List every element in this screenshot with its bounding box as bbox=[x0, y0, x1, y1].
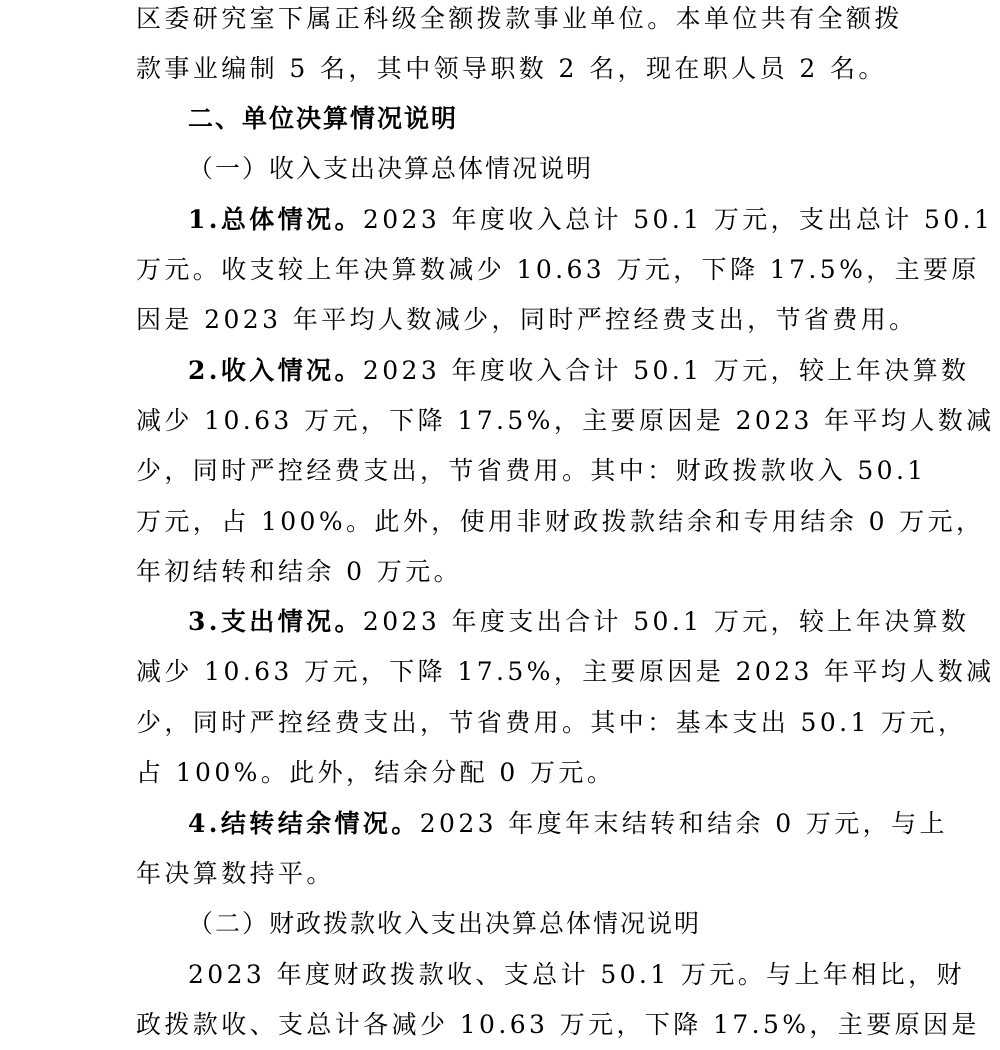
carryover-line-1 bbox=[188, 799, 948, 849]
fiscal-line-1: 2023 年度财政拨款收、支总计 50.1 万元。与上年相比，财 bbox=[188, 960, 965, 989]
carryover-lead: 4.结转结余情况。 bbox=[188, 809, 420, 838]
subsection-heading-2: （二）财政拨款收入支出决算总体情况说明 bbox=[188, 909, 702, 938]
expense-line-4: 占 100%。此外，结余分配 0 万元。 bbox=[136, 758, 616, 787]
carryover-text-1: 2023 年度年末结转和结余 0 万元，与上 bbox=[419, 809, 948, 838]
expense-line-1 bbox=[188, 597, 970, 647]
expense-lead: 3.支出情况。 bbox=[188, 607, 363, 636]
expense-text-1: 2023 年度支出合计 50.1 万元，较上年决算数 bbox=[362, 607, 970, 636]
income-text-1: 2023 年度收入合计 50.1 万元，较上年决算数 bbox=[362, 356, 970, 385]
income-line-5: 年初结转和结余 0 万元。 bbox=[136, 557, 463, 586]
income-line-3: 少，同时严控经费支出，节省费用。其中：财政拨款收入 50.1 bbox=[136, 456, 927, 485]
income-line-4: 万元，占 100%。此外，使用非财政拨款结余和专用结余 0 万元， bbox=[136, 507, 985, 536]
section-heading-2: 二、单位决算情况说明 bbox=[188, 104, 459, 133]
total-lead: 1.总体情况。 bbox=[188, 205, 363, 234]
intro-line-2: 款事业编制 5 名，其中领导职数 2 名，现在职人员 2 名。 bbox=[136, 54, 887, 83]
intro-line-1: 区委研究室下属正科级全额拨款事业单位。本单位共有全额拨 bbox=[136, 4, 903, 33]
expense-line-2: 减少 10.63 万元，下降 17.5%，主要原因是 2023 年平均人数减 bbox=[136, 657, 995, 686]
total-line-3: 因是 2023 年平均人数减少，同时严控经费支出，节省费用。 bbox=[136, 305, 918, 334]
carryover-line-2: 年决算数持平。 bbox=[136, 859, 335, 888]
income-lead: 2.收入情况。 bbox=[188, 356, 363, 385]
income-line-1 bbox=[188, 346, 970, 396]
total-text-1: 2023 年度收入总计 50.1 万元，支出总计 50.1 bbox=[362, 205, 994, 234]
income-line-2: 减少 10.63 万元，下降 17.5%，主要原因是 2023 年平均人数减 bbox=[136, 406, 995, 435]
total-line-1 bbox=[188, 195, 994, 245]
fiscal-line-2: 政拨款收、支总计各减少 10.63 万元，下降 17.5%，主要原因是 bbox=[136, 1010, 980, 1039]
expense-line-3: 少，同时严控经费支出，节省费用。其中：基本支出 50.1 万元， bbox=[136, 708, 967, 737]
total-line-2: 万元。收支较上年决算数减少 10.63 万元，下降 17.5%，主要原 bbox=[136, 255, 980, 284]
subsection-heading-1: （一）收入支出决算总体情况说明 bbox=[188, 154, 594, 183]
